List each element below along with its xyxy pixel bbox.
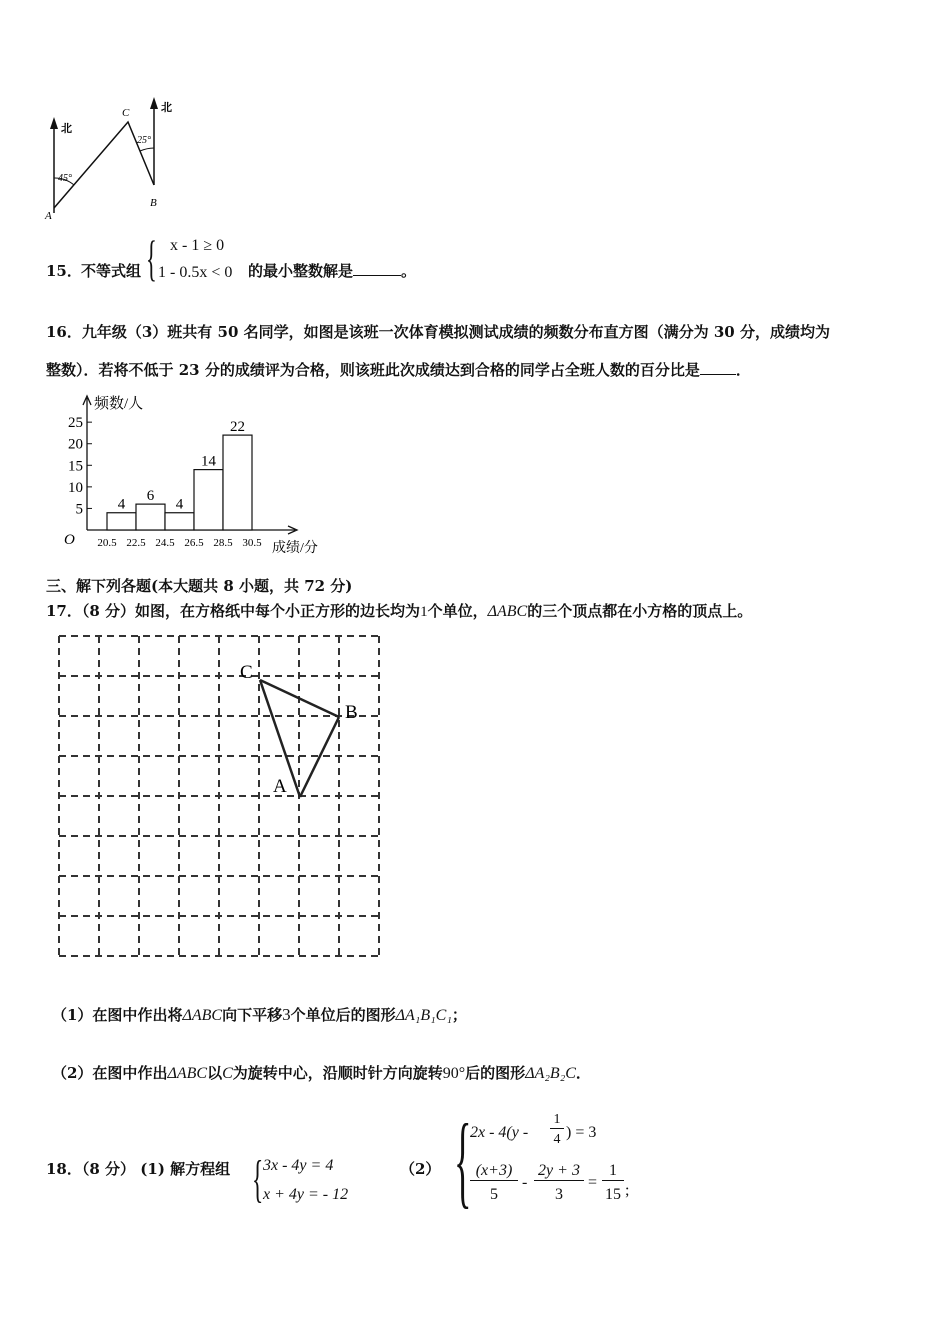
grid-label-c: C (240, 662, 253, 683)
x-tick-label: 20.5 (97, 537, 117, 549)
q17-part2-mid2: 为旋转中心，沿顺时针方向旋转 (232, 1064, 443, 1082)
x-tick-label: 24.5 (155, 537, 175, 549)
q18-sys1-eq2: x + 4y = - 12 (263, 1186, 349, 1203)
q16-line2-text: 整数）．若将不低于 23 分的成绩评为合格，则该班此次成绩达到合格的同学占全班人数的百分比是 (46, 361, 700, 379)
grid-lines (59, 636, 379, 956)
bar-value-label: 6 (146, 488, 155, 505)
histogram-bar (136, 504, 165, 530)
grid-label-b: B (345, 702, 358, 723)
x-tick-label: 26.5 (184, 537, 204, 549)
y-tick-label: 25 (68, 415, 83, 432)
q18-sys1-eq1: 3x - 4y = 4 (263, 1157, 334, 1174)
x-axis-label: 成绩/分 (272, 541, 318, 556)
y-axis-label: 频数/人 (94, 396, 144, 412)
q17-part2-label: （2）在图中作出 (52, 1064, 168, 1082)
q15-end: 。 (401, 262, 417, 280)
grid-label-a: A (273, 776, 287, 797)
north-arrowhead-left-icon (50, 117, 58, 129)
q17-part2-mid1: 以 (207, 1064, 223, 1082)
x-tick-label: 28.5 (213, 537, 233, 549)
x-tick-label: 22.5 (126, 537, 146, 549)
q17-part2-angle: 90° (442, 1065, 466, 1082)
y-tick-label: 15 (68, 458, 83, 475)
q16-line1: 16．九年级（3）班共有 50 名同学，如图是该班一次体育模拟测试成绩的频数分布直方图（满分为 30 分，成绩均为 (46, 323, 830, 341)
q17-part1-label: （1）在图中作出将 (52, 1006, 183, 1024)
q18-score: （8 分） (81, 1160, 136, 1178)
origin-label: O (64, 532, 75, 548)
question-18 (46, 1158, 230, 1179)
q17-part1-tri: ΔABC (182, 1007, 223, 1024)
q15-answer-blank[interactable] (353, 260, 401, 276)
q15-suffix (248, 260, 416, 281)
q17-triangle: ΔABC (487, 603, 528, 620)
q17-text-b: 个单位， (427, 602, 488, 620)
q15-suffix-text: 的最小整数解是 (248, 262, 354, 280)
q18-number: 18． (46, 1160, 82, 1178)
q16-line2 (46, 359, 751, 380)
q18-sys1-brace: { (252, 1151, 264, 1208)
q17-part2-tail: 后的图形 (465, 1064, 526, 1082)
bar-value-label: 14 (201, 453, 216, 470)
grid-figure (55, 632, 390, 962)
q18-sys2-brace: { (454, 1103, 472, 1218)
q17-part2-result: ΔA₂B₂C (525, 1065, 576, 1082)
bar-value-label: 4 (175, 496, 184, 513)
north-label-right: 北 (161, 102, 172, 114)
north-arrowhead-right-icon (150, 97, 158, 109)
angle-label-a: 45° (58, 173, 72, 184)
q17-part2 (52, 1062, 591, 1083)
q17-part1-mid: 向下平移 (222, 1006, 283, 1024)
q17-part1-num: 3 (282, 1005, 291, 1024)
y-tick-label: 5 (75, 501, 83, 518)
question-17-stem (46, 600, 752, 621)
q17-part1-result: ΔA₁B₁C₁ (395, 1007, 452, 1024)
q18-sys2-eq1: 2x - 4(y - 1 4 ) = 3 (470, 1112, 597, 1147)
q17-score: （8 分） (81, 602, 136, 620)
q18-part2-label: （2） (400, 1160, 441, 1178)
q17-part2-end: ． (575, 1064, 591, 1082)
q17-part1-tail: 个单位后的图形 (290, 1006, 396, 1024)
compass-figure (40, 95, 190, 220)
q17-unit-num: 1 (420, 604, 428, 620)
q18-sys2-eq2: (x+3) 5 - 2y + 3 3 = 1 15 ; (470, 1160, 640, 1210)
q15-ineq2: 1 - 0.5x < 0 (158, 264, 233, 281)
frequency-histogram (50, 392, 340, 562)
q15-number: 15． (46, 262, 82, 280)
q15-ineq1: x - 1 ≥ 0 (170, 237, 225, 254)
q17-text-a: 如图，在方格纸中每个小正方形的边长均为 (135, 602, 421, 620)
point-label-a: A (45, 210, 52, 220)
q15-brace: { (146, 230, 157, 286)
q17-number: 17． (46, 602, 82, 620)
q17-part2-center: C (222, 1065, 233, 1082)
histogram-bar (223, 435, 252, 530)
q16-line2-end: ． (735, 361, 751, 379)
histogram-bar (107, 513, 136, 530)
bar-value-label: 22 (230, 419, 245, 436)
q15-prefix: 不等式组 (81, 262, 142, 280)
q16-answer-blank[interactable] (700, 359, 736, 375)
angle-arc-b (140, 148, 154, 151)
q18-part1-label: (1) 解方程组 (140, 1160, 231, 1178)
q17-part1 (52, 1004, 467, 1025)
histogram-bar (165, 513, 194, 530)
angle-label-b: 25° (137, 135, 151, 146)
north-label-left: 北 (61, 123, 72, 135)
bar-value-label: 4 (117, 496, 126, 513)
x-tick-label: 30.5 (242, 537, 262, 549)
histogram-bar (194, 470, 223, 530)
q17-part2-tri: ΔABC (167, 1065, 208, 1082)
q17-part1-end: ； (451, 1006, 467, 1024)
section-3-heading: 三、解下列各题(本大题共 8 小题，共 72 分) (46, 577, 353, 595)
q17-text-c: 的三个顶点都在小方格的顶点上。 (527, 602, 753, 620)
point-label-b: B (150, 197, 157, 209)
point-label-c: C (122, 107, 130, 119)
y-tick-label: 10 (68, 479, 83, 496)
y-tick-label: 20 (68, 436, 83, 453)
